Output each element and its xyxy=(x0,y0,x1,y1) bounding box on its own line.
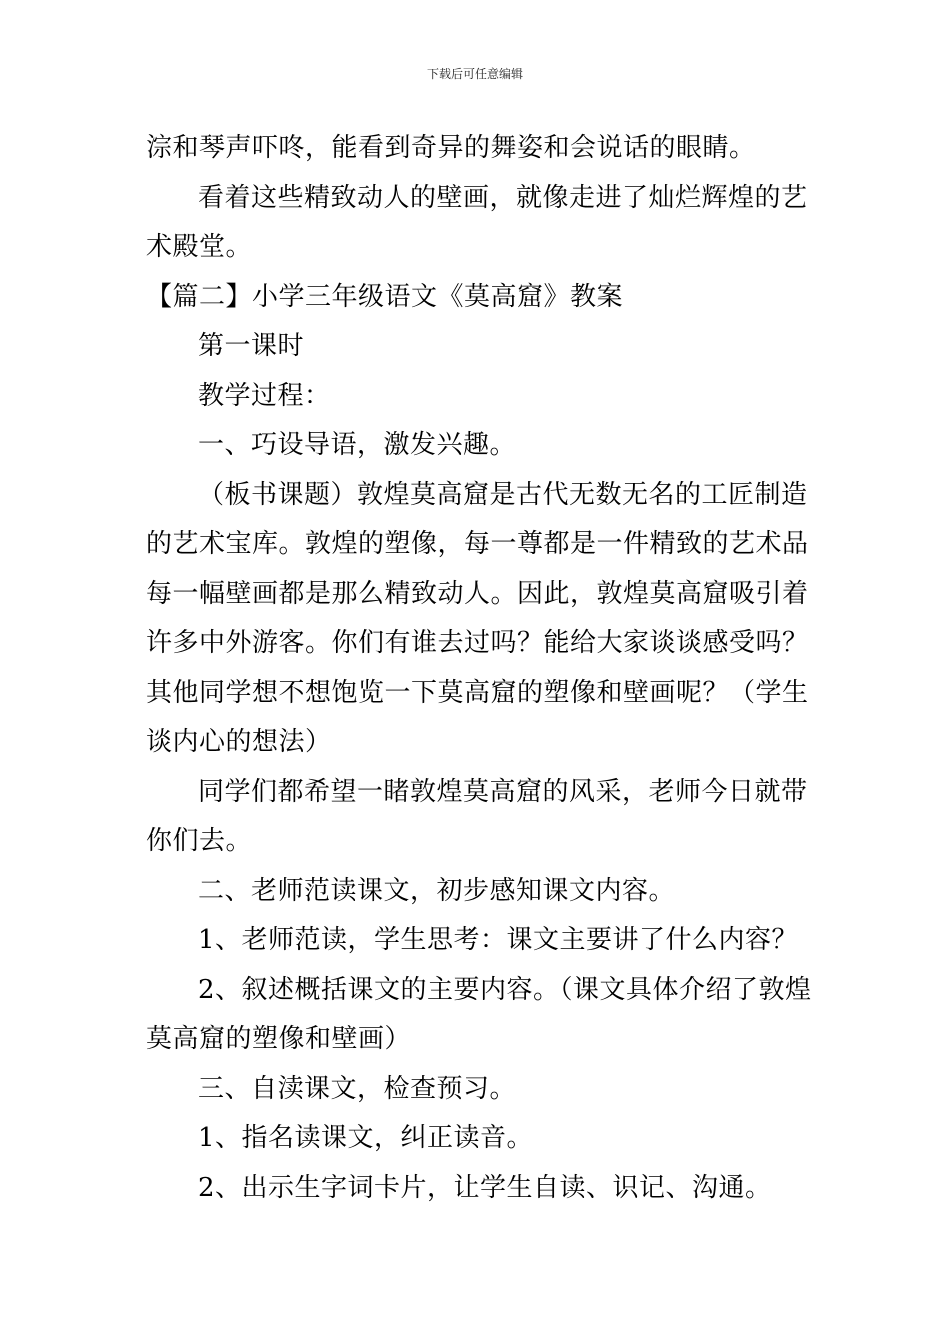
text-line: 术殿堂。 xyxy=(146,232,253,262)
document-body xyxy=(146,124,812,1213)
text-line: 你们去。 xyxy=(146,826,253,856)
text-line: 1、指名读课文，纠正读音。 xyxy=(198,1123,534,1153)
text-line: 第一课时 xyxy=(198,331,305,361)
text-line: 每一幅壁画都是那么精致动人。因此，敦煌莫高窟吸引着 xyxy=(146,578,809,609)
text-line: 看着这些精致动人的壁画，就像走进了灿烂辉煌的艺 xyxy=(198,182,808,213)
section-heading: 【篇二】小学三年级语文《莫高窟》教案 xyxy=(146,281,624,312)
text-line: 淙和琴声吓咚，能看到奇异的舞姿和会说话的眼睛。 xyxy=(146,133,756,163)
text-line: 教学过程： xyxy=(198,380,331,411)
text-line: 谈内心的想法） xyxy=(146,727,332,757)
text-line: 2、叙述概括课文的主要内容。（课文具体介绍了敦煌 xyxy=(198,974,812,1005)
text-line: 一、巧设导语，激发兴趣。 xyxy=(198,430,517,460)
text-line: 2、出示生字词卡片，让学生自读、识记、沟通。 xyxy=(198,1172,772,1203)
text-line: 同学们都希望一睹敦煌莫高窟的风采，老师今日就带 xyxy=(198,776,808,807)
text-line: 许多中外游客。你们有谁去过吗？能给大家谈谈感受吗？ xyxy=(146,628,809,658)
text-line: 的艺术宝库。敦煌的塑像，每一尊都是一件精致的艺术品 xyxy=(146,529,809,559)
page-header-note: 下载后可任意编辑 xyxy=(426,67,523,81)
text-line: 其他同学想不想饱览一下莫高窟的塑像和壁画呢？（学生 xyxy=(146,677,809,708)
text-line: 三、自渎课文，检查预习。 xyxy=(198,1073,517,1104)
text-line: （板书课题）敦煌莫高窟是古代无数无名的工匠制造 xyxy=(198,479,808,510)
text-line: 二、老师范读课文，初步感知课文内容。 xyxy=(198,875,676,906)
text-line: 莫高窟的塑像和壁画） xyxy=(146,1024,412,1054)
text-line: 1、老师范读，学生思考：课文主要讲了什么内容？ xyxy=(198,925,799,955)
